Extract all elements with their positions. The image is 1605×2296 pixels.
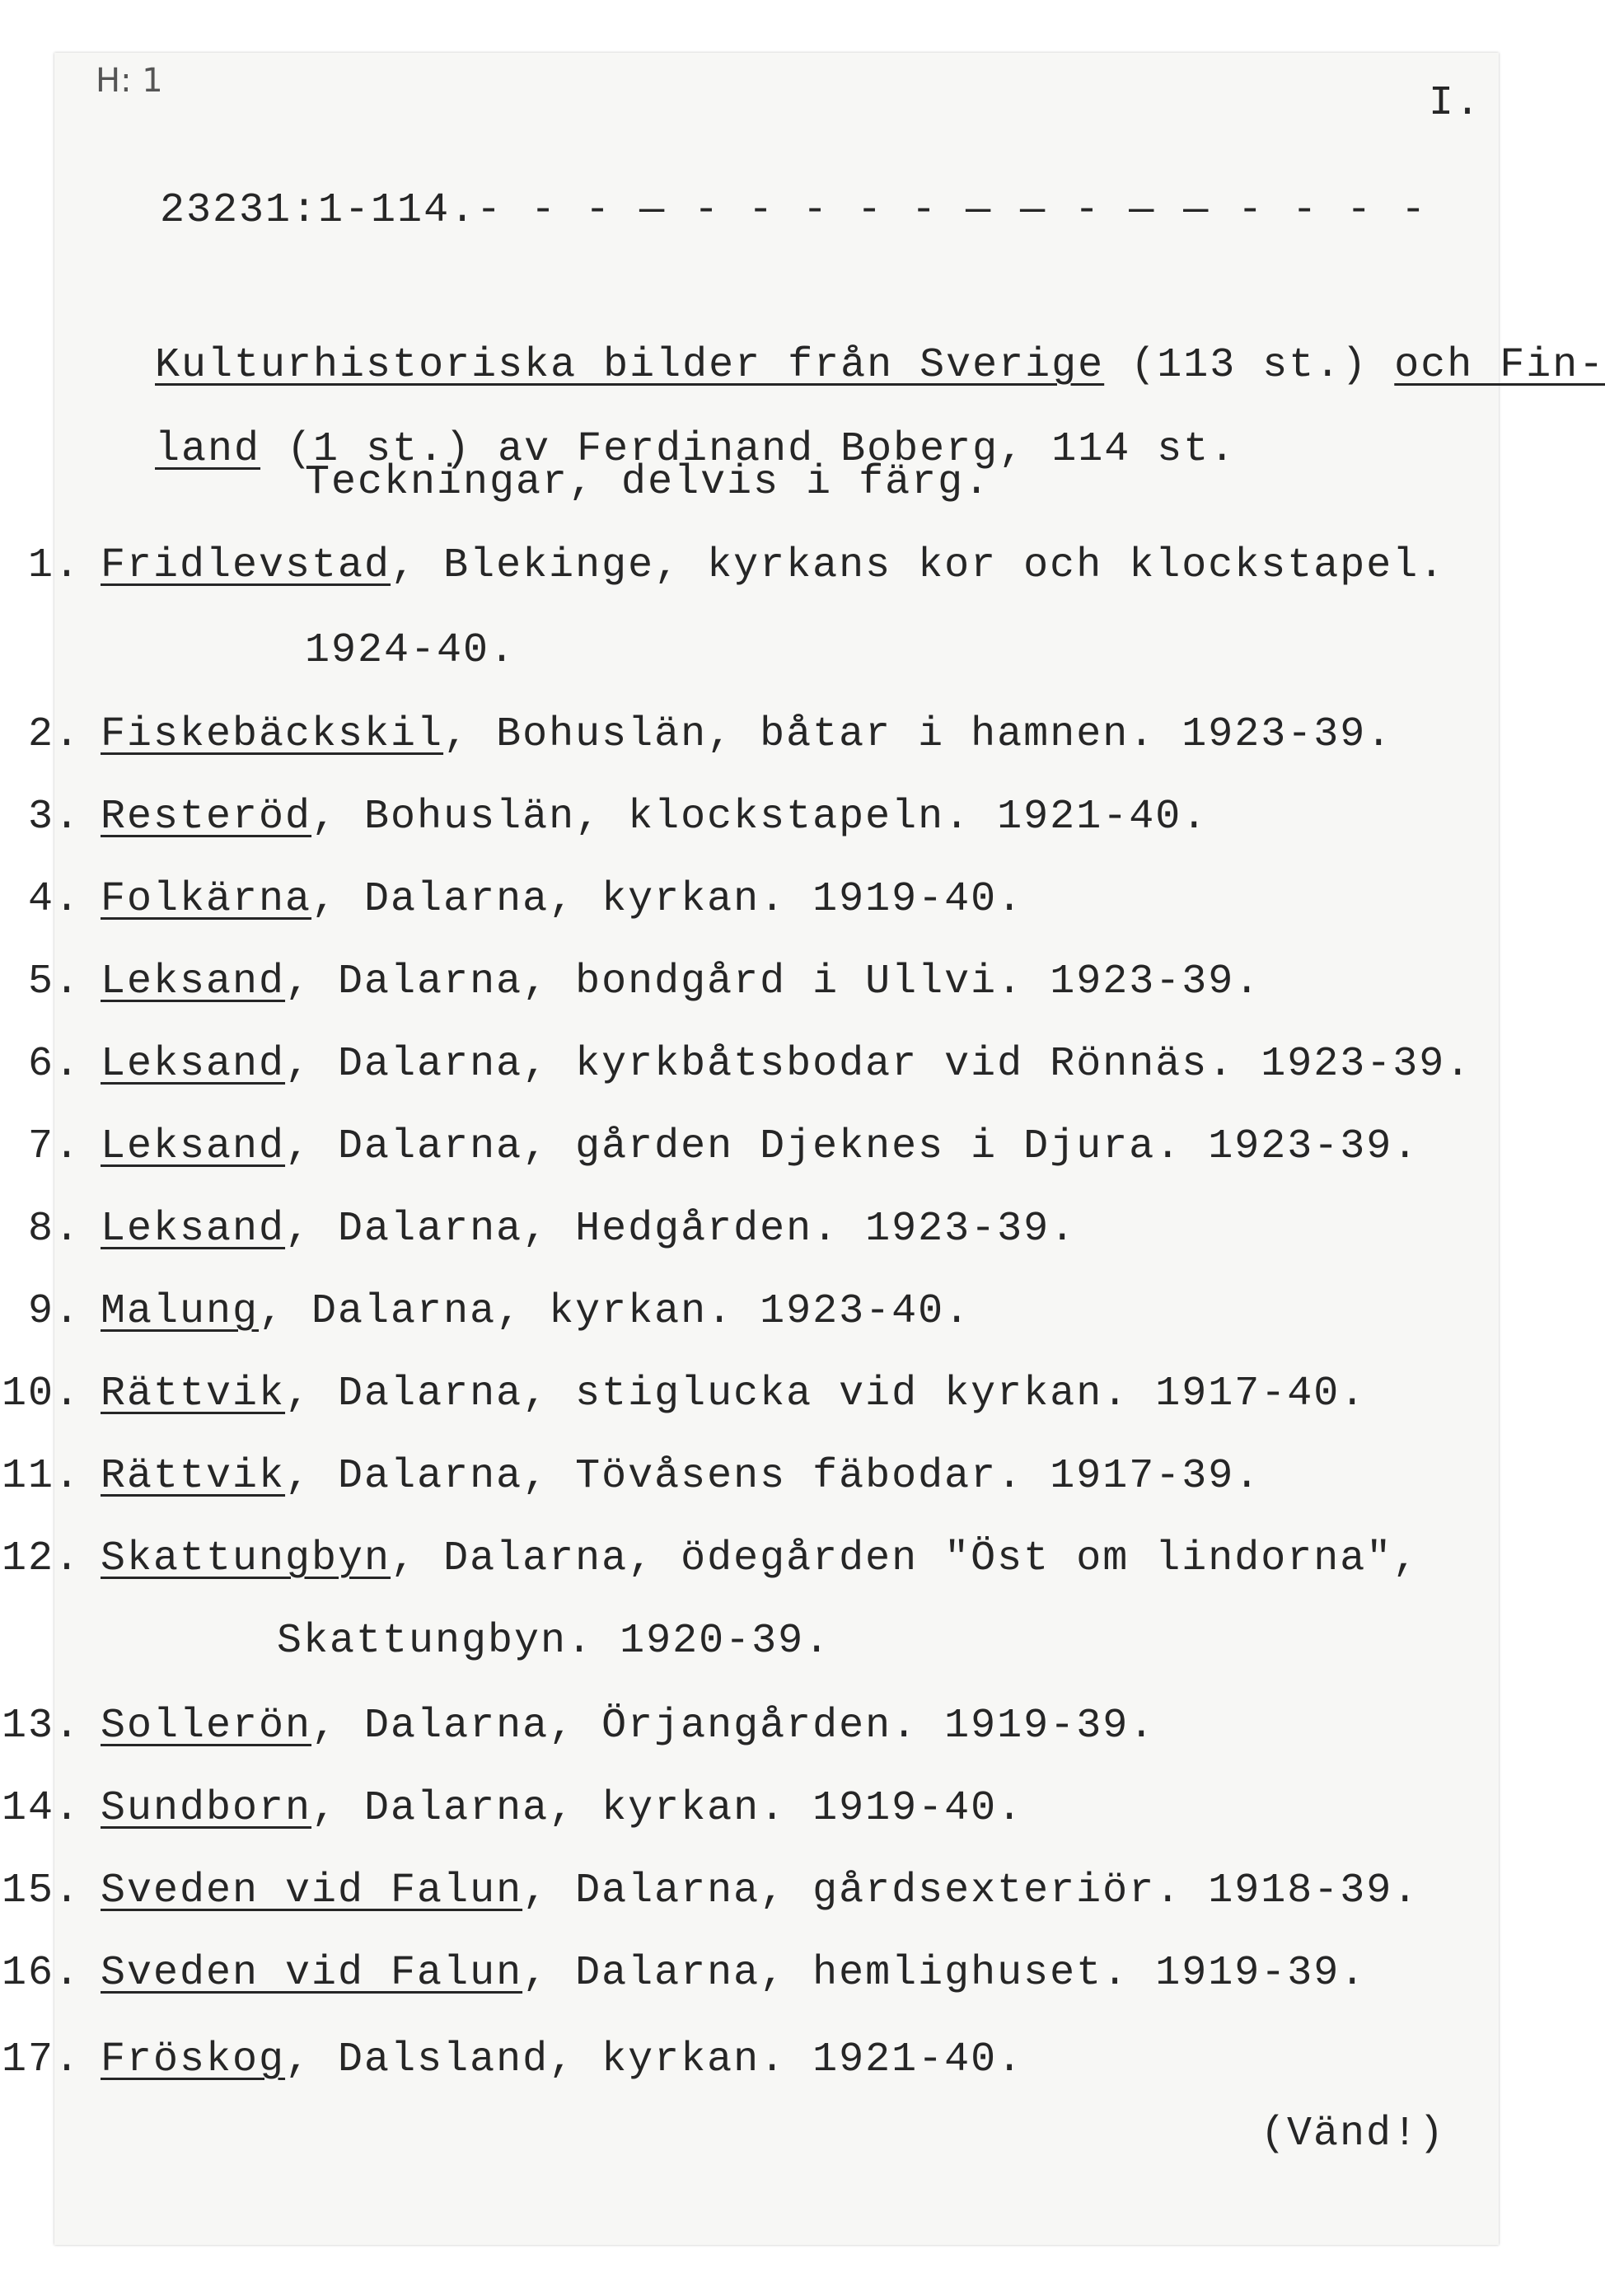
entry-details: , Bohuslän, båtar i hamnen. 1923-39. (443, 711, 1393, 758)
entry-number: 5. (27, 958, 81, 1005)
entry-details: , Dalarna, gården Djeknes i Djura. 1923-39. (285, 1123, 1420, 1170)
entry-number: 14. (1, 1785, 81, 1832)
reference-dashes: - - - — - - - - - — — - — — - - - - (476, 187, 1429, 234)
reference-line (107, 137, 1428, 236)
subtitle: Teckningar, delvis i färg. (305, 459, 991, 506)
entry-details: , Dalsland, kyrkan. 1921-40. (285, 2036, 1024, 2083)
entry-details: , Dalarna, kyrkbåtsbodar vid Rönnäs. 1923-39. (285, 1041, 1472, 1088)
entry-number: 8. (27, 1206, 81, 1253)
entry-number: 9. (27, 1288, 81, 1335)
entry-place: Sveden vid Falun (101, 1867, 523, 1914)
title-part1: Kulturhistoriska bilder från Sverige (155, 342, 1105, 389)
entry-place: Rättvik (101, 1453, 286, 1500)
handwritten-note: H: 1 (96, 62, 163, 100)
entry-place: Fiskebäckskil (101, 711, 444, 758)
entry-place: Fröskog (101, 2036, 286, 2083)
entry-7 (0, 1122, 1419, 1172)
entry-place: Resteröd (101, 794, 312, 841)
entry-number: 2. (27, 711, 81, 758)
entry-13 (0, 1702, 1155, 1751)
entry-15 (0, 1867, 1419, 1916)
entry-number: 6. (27, 1041, 81, 1088)
title-part4: land (155, 426, 261, 473)
entry-place: Sollerön (101, 1703, 312, 1750)
entry-details: , Dalarna, ödegården "Öst om lindorna", (391, 1535, 1420, 1582)
entry-details: , Dalarna, gårdsexteriör. 1918-39. (522, 1867, 1420, 1914)
entry-12 (0, 1535, 1419, 1584)
title-part3: och Fin- (1394, 342, 1605, 389)
entry-11 (0, 1452, 1261, 1502)
entry-8 (0, 1205, 1076, 1254)
entry-place: Sundborn (101, 1785, 312, 1832)
entry-1 (0, 541, 1445, 591)
entry-number: 15. (1, 1867, 81, 1914)
entry-number: 10. (1, 1371, 81, 1417)
entry-details: , Dalarna, stiglucka vid kyrkan. 1917-40. (285, 1371, 1367, 1417)
title-part5: (1 st.) av Ferdinand Boberg, 114 st. (260, 426, 1237, 473)
entry-place: Leksand (101, 958, 286, 1005)
entry-17 (0, 2036, 1023, 2085)
entry-place: Leksand (101, 1123, 286, 1170)
entry-place: Leksand (101, 1041, 286, 1088)
entry-10 (0, 1370, 1366, 1419)
entry-9 (0, 1287, 971, 1337)
entry-12-continuation: Skattungbyn. 1920-39. (277, 1618, 831, 1665)
entry-number: 11. (1, 1453, 81, 1500)
entry-place: Fridlevstad (101, 542, 391, 589)
entry-5 (0, 958, 1261, 1007)
entry-4 (0, 875, 1023, 925)
entry-16 (0, 1949, 1366, 1998)
entry-details: , Dalarna, kyrkan. 1923-40. (259, 1288, 971, 1335)
entry-details: , Dalarna, bondgård i Ullvi. 1923-39. (285, 958, 1261, 1005)
entry-number: 16. (1, 1950, 81, 1997)
entry-place: Leksand (101, 1206, 286, 1253)
entry-details: , Dalarna, Tövåsens fäbodar. 1917-39. (285, 1453, 1261, 1500)
entry-number: 17. (1, 2036, 81, 2083)
entry-details: , Bohuslän, klockstapeln. 1921-40. (311, 794, 1209, 841)
entry-number: 7. (27, 1123, 81, 1170)
title-part2: (113 st.) (1104, 342, 1395, 389)
entry-6 (0, 1040, 1472, 1089)
entry-number: 13. (1, 1703, 81, 1750)
entry-14 (0, 1784, 1023, 1834)
turn-over-note: (Vänd!) (1261, 2111, 1446, 2158)
entry-number: 1. (27, 542, 81, 589)
entry-1-continuation: 1924-40. (305, 627, 517, 674)
entry-details: , Dalarna, kyrkan. 1919-40. (311, 876, 1024, 923)
entry-number: 12. (1, 1535, 81, 1582)
entry-number: 4. (27, 876, 81, 923)
entry-3 (0, 793, 1208, 842)
entry-place: Malung (101, 1288, 260, 1335)
entry-details: , Dalarna, Hedgården. 1923-39. (285, 1206, 1077, 1253)
entry-details: , Dalarna, Örjangården. 1919-39. (311, 1703, 1156, 1750)
entry-details: , Blekinge, kyrkans kor och klockstapel. (391, 542, 1446, 589)
entry-place: Skattungbyn (101, 1535, 391, 1582)
entry-place: Sveden vid Falun (101, 1950, 523, 1997)
reference-number: 23231:1-114. (160, 187, 477, 234)
entry-details: , Dalarna, kyrkan. 1919-40. (311, 1785, 1024, 1832)
entry-place: Folkärna (101, 876, 312, 923)
entry-details: , Dalarna, hemlighuset. 1919-39. (522, 1950, 1367, 1997)
entry-number: 3. (27, 794, 81, 841)
entry-place: Rättvik (101, 1371, 286, 1417)
entry-2 (0, 710, 1392, 760)
card-number: I. (1429, 80, 1482, 127)
